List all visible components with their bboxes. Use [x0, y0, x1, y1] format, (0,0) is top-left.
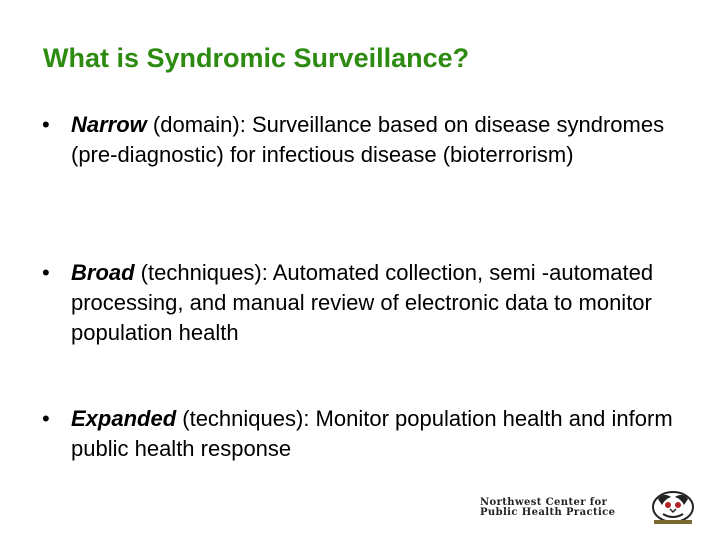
bullet-description: (techniques): Monitor population health and inform public health response [71, 406, 673, 461]
bullet-term: Broad [71, 260, 135, 285]
bullet-body [71, 404, 692, 464]
bullet-marker: • [42, 112, 50, 137]
bullet-expanded [42, 404, 692, 464]
logo-line-1: Northwest Center for [480, 497, 608, 508]
bullet-body [71, 110, 692, 170]
bullet-description: (domain): Surveillance based on disease syndromes (pre-diagnostic) for infectious disease (bioterrorism) [71, 112, 665, 167]
bullet-narrow [42, 110, 692, 170]
bullet-description: (techniques): Automated collection, semi -automated processing, and manual review of electronic data to monitor population health [71, 260, 654, 345]
bullet-marker: • [42, 406, 50, 431]
logo-emblem-icon [650, 490, 696, 526]
bullet-body [71, 258, 692, 348]
slide-title: What is Syndromic Surveillance? [43, 43, 470, 73]
bullet-term: Narrow [71, 112, 147, 137]
bullet-term: Expanded [71, 406, 177, 431]
logo-line-2: Public Health Practice [480, 507, 616, 518]
logo-wordmark [480, 498, 615, 518]
organization-logo [476, 490, 712, 526]
bullet-marker: • [42, 260, 50, 285]
bullet-broad [42, 258, 692, 348]
